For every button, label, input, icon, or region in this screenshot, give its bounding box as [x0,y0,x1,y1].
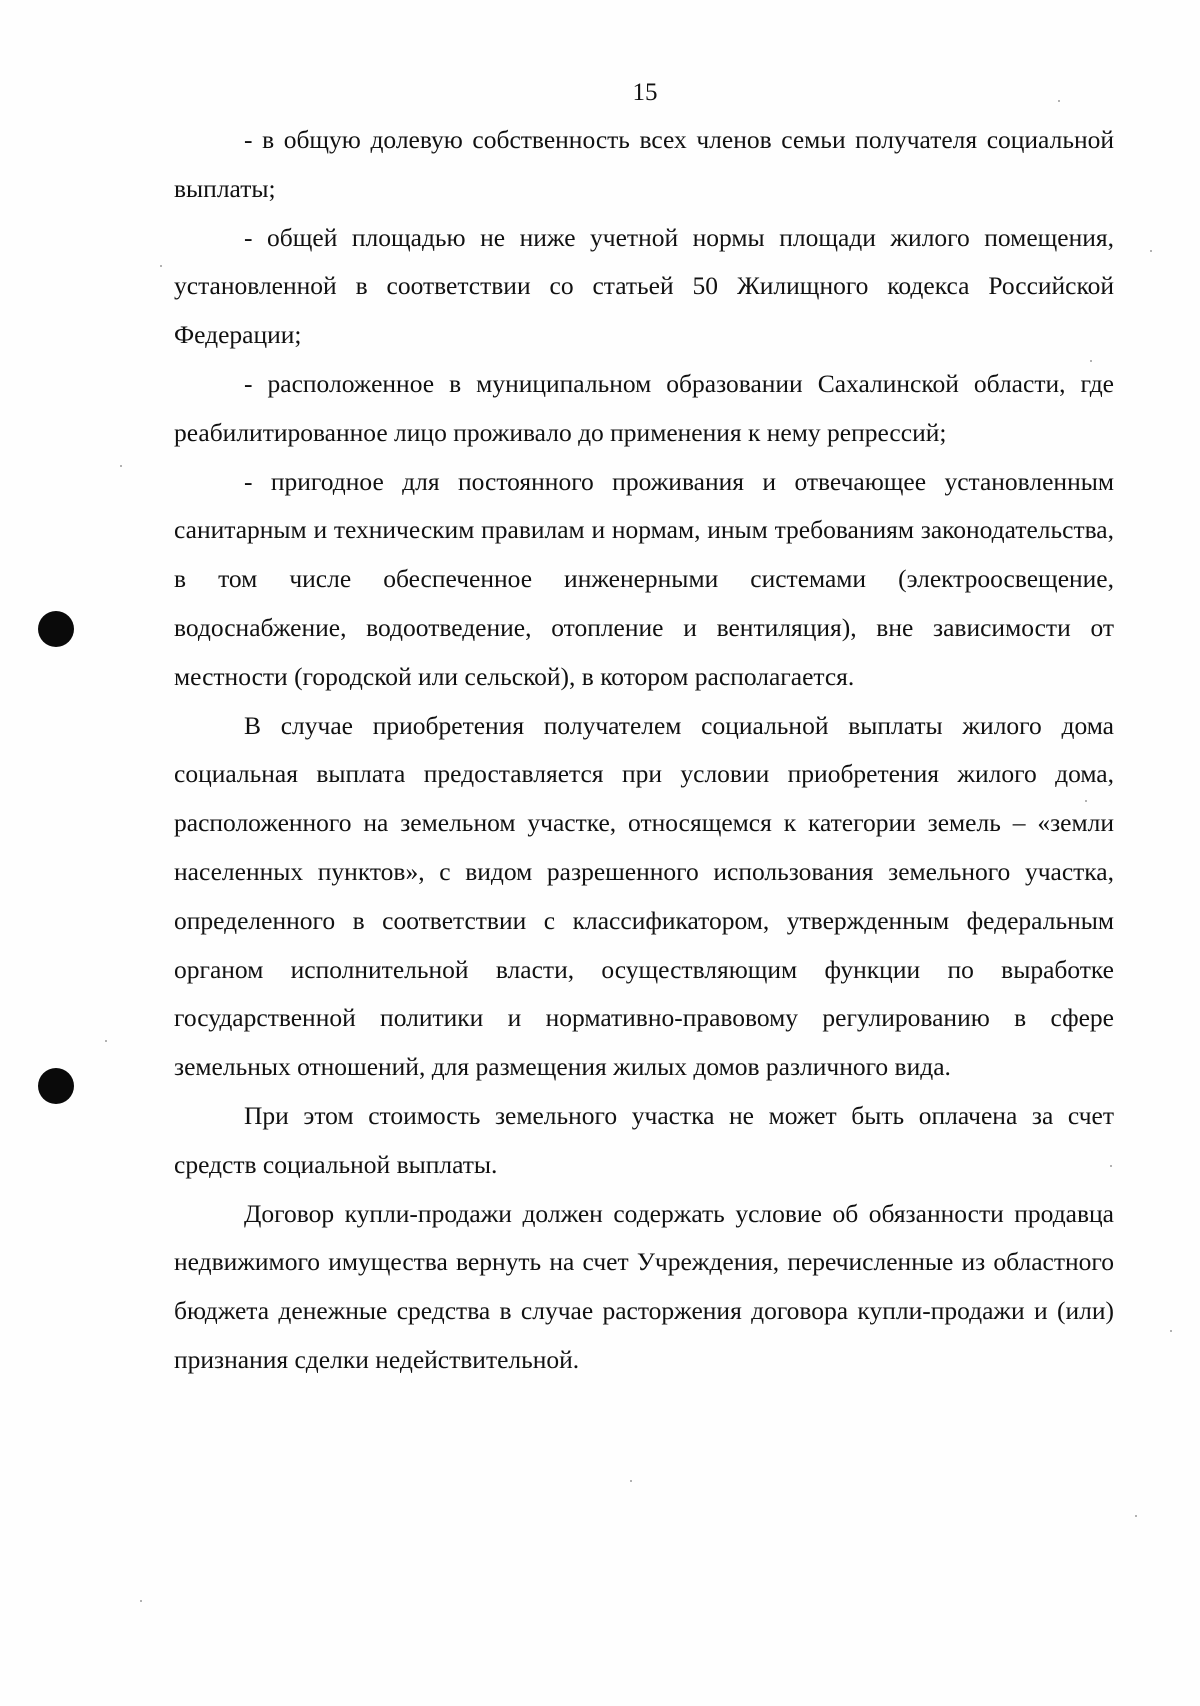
scan-speck [630,1480,632,1482]
document-text [174,116,1114,1385]
list-item-area: - общей площадью не ниже учетной нормы площади жилого помещения, установленной в соответствии со статьей 50 Жилищного кодекса Российской Федерации; [174,222,1114,350]
scan-speck [105,1040,107,1042]
punch-hole-mark [38,1068,74,1104]
scan-speck [140,1600,142,1602]
page-number: 15 [632,79,658,106]
scan-speck [1150,250,1152,252]
list-item-location: - расположенное в муниципальном образовании Сахалинской области, где реабилитированное лицо проживало до применения к нему репрессий; [174,368,1114,447]
paragraph-land-cost: При этом стоимость земельного участка не может быть оплачена за счет средств социальной выплаты. [174,1100,1114,1179]
list-item-suitability: - пригодное для постоянного проживания и отвечающее установленным санитарным и техническим правилам и нормам, иным требованиям законодательства, в том числе обеспеченное инженерными системами (электроосвещение, водоснабжение, водоотведение, отопление и вентиляция), вне зависимости от местности (городской или сельской), в котором располагается. [174,466,1114,691]
paragraph-contract: Договор купли-продажи должен содержать условие об обязанности продавца недвижимого имущества вернуть на счет Учреждения, перечисленные из областного бюджета денежные средства в случае расторжения договора купли-продажи и (или) признания сделки недействительной. [174,1198,1114,1374]
scan-speck [1090,360,1092,362]
scan-speck [120,465,122,467]
punch-hole-mark [38,611,74,647]
paragraph-house-purchase: В случае приобретения получателем социальной выплаты жилого дома социальная выплата предоставляется при условии приобретения жилого дома, расположенного на земельном участке, относящемся к категории земель – «земли населенных пунктов», с видом разрешенного использования земельного участка, определенного в соответствии с классификатором, утвержденным федеральным органом исполнительной власти, осуществляющим функции по выработке государственной политики и нормативно-правовому регулированию в сфере земельных отношений, для размещения жилых домов различного вида. [174,710,1114,1082]
scan-speck [1170,1330,1172,1332]
scan-speck [1135,1515,1137,1517]
list-item-ownership: - в общую долевую собственность всех членов семьи получателя социальной выплаты; [174,125,1114,203]
scan-speck [1058,100,1060,102]
scan-speck [1110,1165,1112,1167]
scan-speck [1085,800,1087,802]
scan-speck [160,265,162,267]
